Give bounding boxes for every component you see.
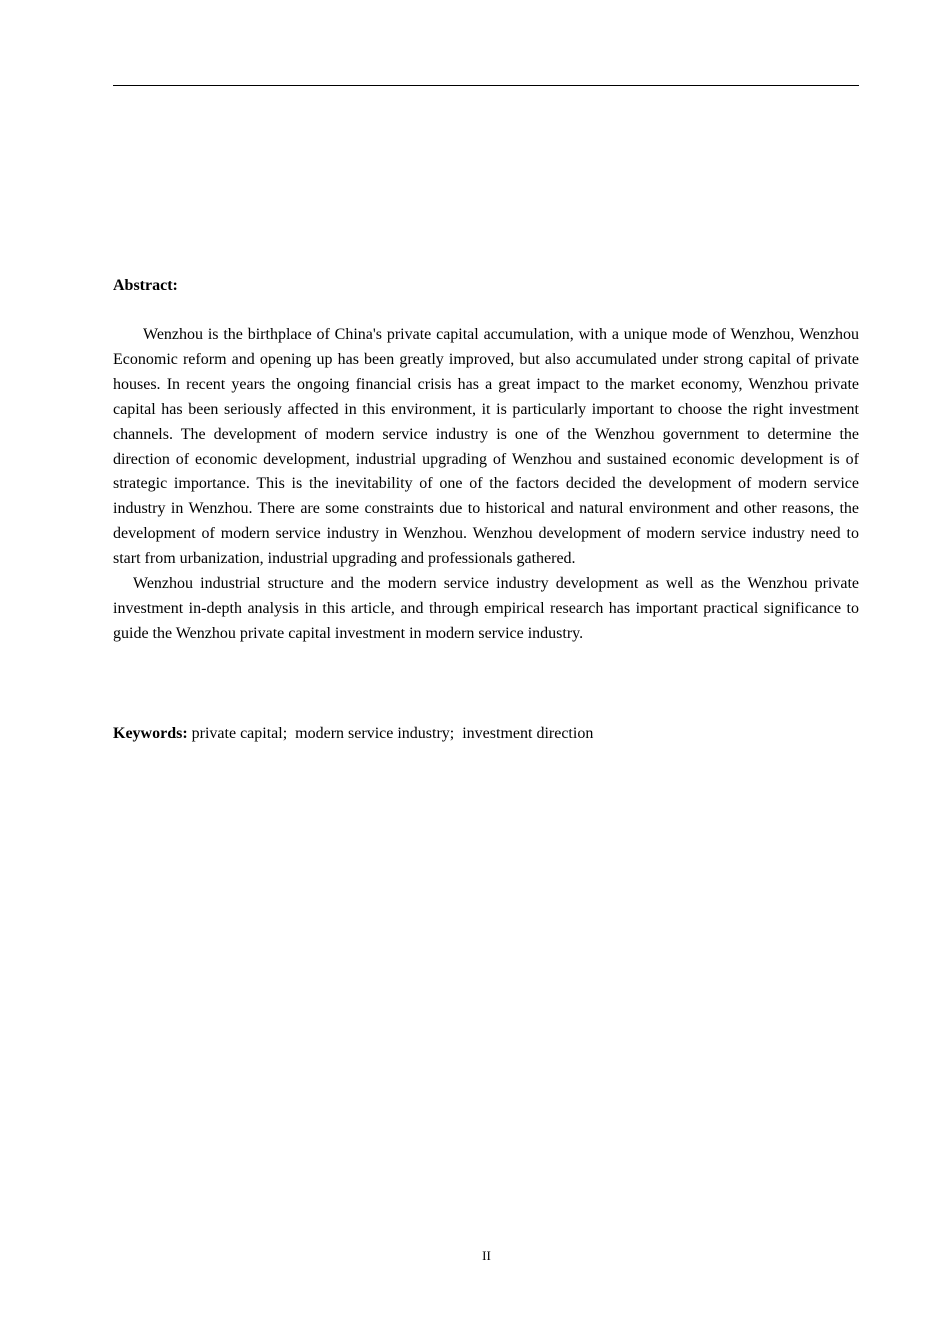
keywords-label: Keywords: — [113, 725, 188, 742]
page-number: II — [482, 1248, 491, 1263]
abstract-paragraph: Wenzhou industrial structure and the modern service industry development as well as the Wenzhou private investment in-depth analysis in this article, and through empirical research has important practical significance to guide the Wenzhou private capital investment in modern service industry. — [113, 575, 859, 642]
abstract-body — [113, 323, 859, 647]
header-rule — [113, 85, 859, 86]
abstract-paragraph: Wenzhou is the birthplace of China's private capital accumulation, with a unique mode of Wenzhou, Wenzhou Economic reform and opening up has been greatly improved, but also accumulated under strong capital of private houses. In recent years the ongoing financial crisis has a great impact to the market economy, Wenzhou private capital has been seriously affected in this environment, it is particularly important to choose the right investment channels. The development of modern service industry is one of the Wenzhou government to determine the direction of economic development, industrial upgrading of Wenzhou and sustained economic development is of strategic importance. This is the inevitability of one of the factors decided the development of modern service industry in Wenzhou. There are some constraints due to historical and natural environment and other reasons, the development of modern service industry in Wenzhou. Wenzhou development of modern service industry need to start from urbanization, industrial upgrading and professionals gathered. — [113, 326, 859, 568]
keywords-text: private capital; modern service industry; investment direction — [187, 725, 594, 742]
keywords-line — [113, 723, 593, 745]
abstract-heading: Abstract: — [113, 277, 178, 294]
